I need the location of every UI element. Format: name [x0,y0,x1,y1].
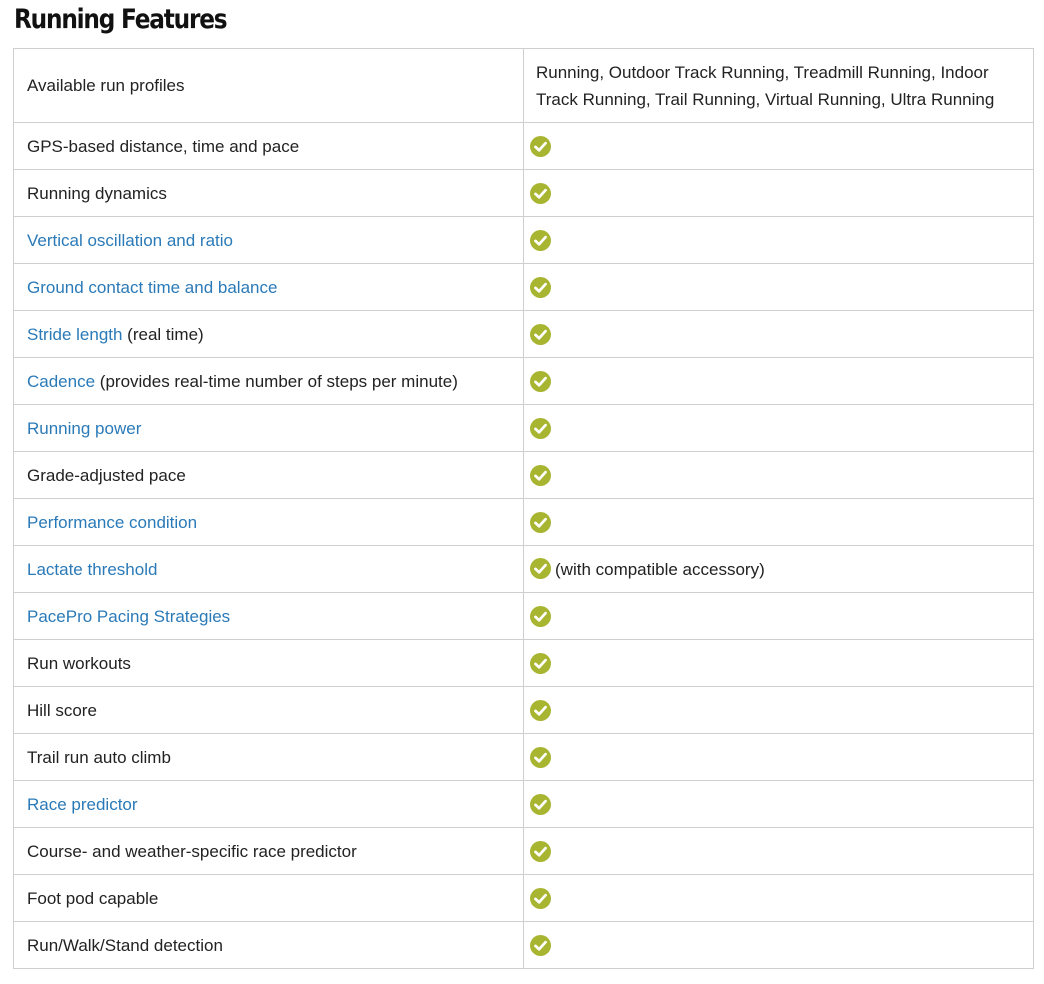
feature-link[interactable]: Ground contact time and balance [27,277,278,297]
section-title: Running Features [14,4,227,35]
check-circle-icon [530,888,551,909]
feature-label-cell [14,311,524,358]
check-circle-icon [530,183,551,204]
table-row [14,217,1034,264]
feature-label-cell [14,123,524,170]
table-row [14,593,1034,640]
check-circle-icon [530,794,551,815]
feature-link[interactable]: Vertical oscillation and ratio [27,230,234,250]
check-circle-icon [530,700,551,721]
feature-link[interactable]: Race predictor [27,794,138,814]
table-row [14,405,1034,452]
table-row [14,499,1034,546]
feature-link[interactable]: Lactate threshold [27,559,158,579]
feature-label-cell [14,875,524,922]
feature-label: GPS-based distance, time and pace [27,136,300,156]
feature-link[interactable]: Running power [27,418,142,438]
feature-value-cell [524,264,1034,311]
feature-link[interactable]: PacePro Pacing Strategies [27,606,231,626]
feature-value-cell [524,593,1034,640]
feature-label-cell [14,734,524,781]
check-circle-icon [530,935,551,956]
feature-value-cell [524,922,1034,969]
feature-label-cell [14,170,524,217]
feature-value-cell [524,452,1034,499]
feature-label-cell [14,922,524,969]
check-circle-icon [530,747,551,768]
table-row [14,875,1034,922]
feature-label-cell [14,593,524,640]
check-circle-icon [530,841,551,862]
features-table-body [14,49,1034,969]
check-circle-icon [530,277,551,298]
table-row [14,828,1034,875]
running-features-table [13,48,1034,969]
feature-label-cell [14,546,524,593]
check-circle-icon [530,230,551,251]
check-circle-icon [530,606,551,627]
feature-label: Trail run auto climb [27,747,171,767]
feature-label-cell [14,640,524,687]
feature-value-text: Running, Outdoor Track Running, Treadmill Running, Indoor Track Running, Trail Running, Virtual Running, Ultra Running [536,62,995,109]
feature-label: Running dynamics [27,183,167,203]
feature-value-cell [524,734,1034,781]
feature-label-cell [14,264,524,311]
feature-label: Course- and weather-specific race predictor [27,841,357,861]
feature-value-cell [524,687,1034,734]
feature-value-cell [524,358,1034,405]
feature-label: Run/Walk/Stand detection [27,935,223,955]
feature-label: Foot pod capable [27,888,159,908]
feature-value-cell [524,49,1034,123]
table-row [14,781,1034,828]
feature-label-cell [14,828,524,875]
feature-label-cell [14,499,524,546]
feature-label: Hill score [27,700,97,720]
check-circle-icon [530,324,551,345]
check-circle-icon [530,558,551,579]
feature-value-cell [524,217,1034,264]
feature-label-suffix: (provides real-time number of steps per minute) [95,371,458,391]
feature-value-cell [524,828,1034,875]
table-row [14,452,1034,499]
feature-label-suffix: (real time) [122,324,204,344]
feature-label: Run workouts [27,653,131,673]
feature-value-cell [524,311,1034,358]
feature-label-cell [14,781,524,828]
feature-value-cell [524,405,1034,452]
feature-label: Available run profiles [27,76,185,95]
feature-link[interactable]: Performance condition [27,512,198,532]
feature-label-cell [14,405,524,452]
feature-value-cell [524,640,1034,687]
table-row [14,311,1034,358]
feature-label: Grade-adjusted pace [27,465,186,485]
table-row [14,734,1034,781]
table-row [14,123,1034,170]
table-row [14,922,1034,969]
check-note: (with compatible accessory) [555,560,765,579]
table-row [14,170,1034,217]
feature-link[interactable]: Cadence [27,371,96,391]
feature-value-cell [524,499,1034,546]
table-row [14,640,1034,687]
table-row [14,546,1034,593]
check-circle-icon [530,465,551,486]
feature-value-cell [524,170,1034,217]
check-circle-icon [530,512,551,533]
feature-label-cell [14,49,524,123]
feature-label-cell [14,217,524,264]
check-circle-icon [530,653,551,674]
feature-link[interactable]: Stride length [27,324,123,344]
check-circle-icon [530,136,551,157]
feature-value-cell [524,546,1034,593]
feature-value-cell [524,123,1034,170]
table-row [14,264,1034,311]
check-circle-icon [530,371,551,392]
table-row [14,687,1034,734]
feature-label-cell [14,358,524,405]
feature-label-cell [14,452,524,499]
feature-value-cell [524,781,1034,828]
check-circle-icon [530,418,551,439]
table-row [14,358,1034,405]
feature-value-cell [524,875,1034,922]
feature-label-cell [14,687,524,734]
table-row [14,49,1034,123]
